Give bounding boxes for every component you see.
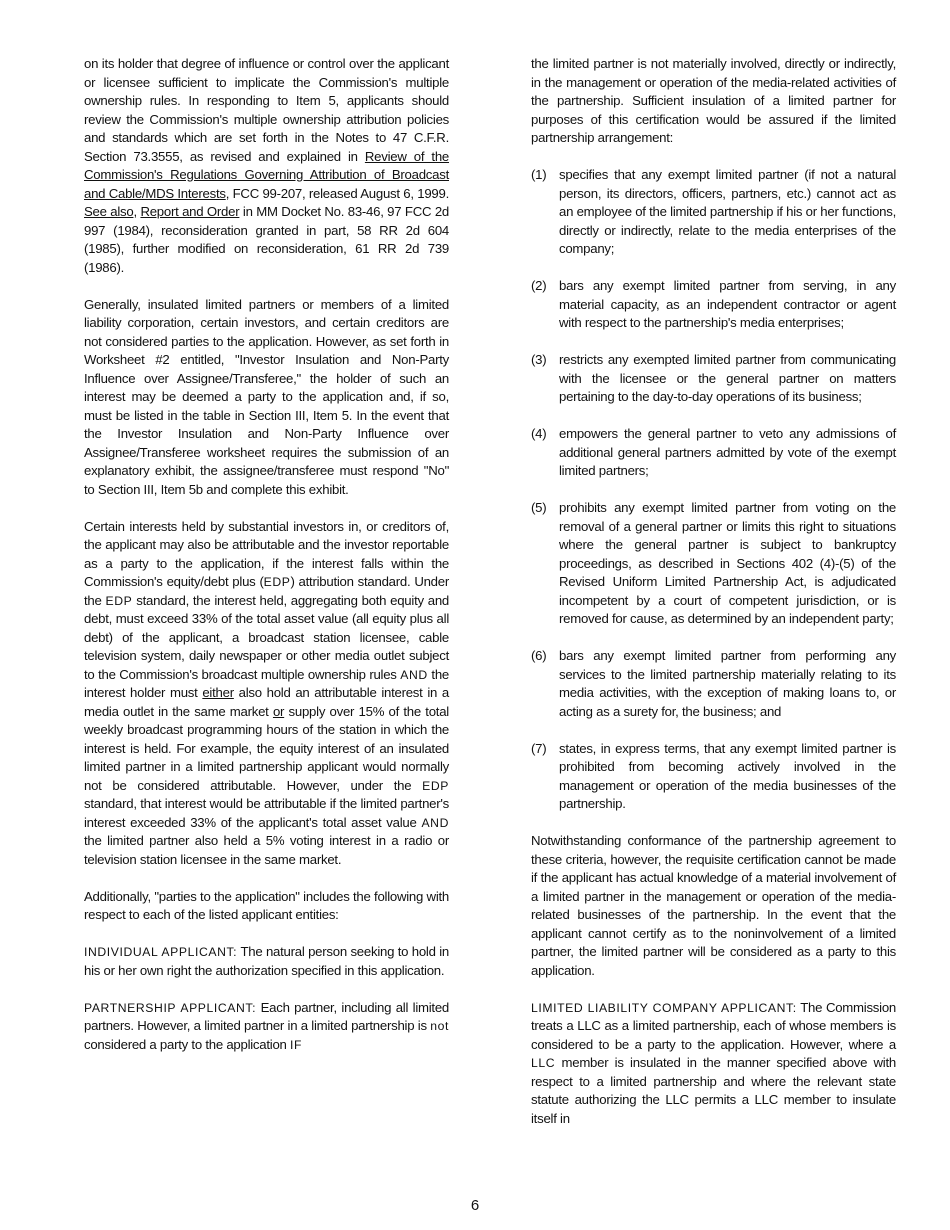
list-item: (7) states, in express terms, that any exempt limited partner is prohibited from becoming actively involved in the management or operation of the media businesses of the partnership. bbox=[531, 740, 896, 811]
citation-see-also: See also bbox=[84, 204, 134, 219]
left-paragraph-partnership-applicant: PARTNERSHIP APPLICANT: Each partner, including all limited partners. However, a limited partner in a limited partnership is not considered a party to the application IF bbox=[84, 999, 449, 1052]
left-paragraph-attribution-policies: on its holder that degree of influence or control over the applicant or licensee sufficient to implicate the Commission's multiple ownership rules. In responding to Item 5, applicants should review the Commission's multiple ownership attribution policies and standards which are set forth in the Notes to 47 C.F.R. Section 73.3555, as revised and explained in Review of the Commission's Regulations Governing Attribution of Broadcast and Cable/MDS Interests, FCC 99-207, released August 6, 1999. See also, Report and Order in MM Docket No. 83-46, 97 FCC 2d 997 (1984), reconsideration granted in part, 58 RR 2d 604 (1985), further modified on reconsideration, 61 RR 2d 739 (1986). bbox=[84, 56, 449, 275]
partnership-applicant-label: PARTNERSHIP APPLICANT: bbox=[84, 1000, 257, 1015]
right-column bbox=[531, 55, 896, 1147]
right-paragraph-llc-applicant: LIMITED LIABILITY COMPANY APPLICANT: The Commission treats a LLC as a limited partnership, each of whose members is considered to be a party to the application. However, where a LLC member is insulated in the manner specified above with respect to a limited partnership and where the relevant state statute authorizing the LLC permits a LLC member to insulate itself in bbox=[531, 999, 896, 1126]
list-item: (5) prohibits any exempt limited partner from voting on the removal of a general partner or limits this right to situations where the general partner is subject to bankruptcy proceedings, as described in Sections 402 (4)-(5) of the Revised Uniform Limited Partnership Act, is adjudicated incompetent by a court of competent jurisdiction, or is removed for cause, as determined by an independent party; bbox=[531, 500, 896, 626]
list-item: (2) bars any exempt limited partner from serving, in any material capacity, as an independent contractor or agent with respect to the partnership's media enterprises; bbox=[531, 278, 896, 330]
list-item: (1) specifies that any exempt limited partner (if not a natural person, its directors, officers, partners, etc.) cannot act as an employee of the limited partnership if his or her functions, directly or indirectly, relate to the media enterprises of the company; bbox=[531, 167, 896, 256]
left-paragraph-parties-intro: Additionally, "parties to the application" includes the following with respect to each of the listed applicant entities: bbox=[84, 888, 449, 922]
left-column bbox=[84, 55, 449, 1073]
page-number: 6 bbox=[470, 1197, 480, 1214]
left-paragraph-insulated-partners: Generally, insulated limited partners or members of a limited liability corporation, certain investors, and certain creditors are not considered parties to the application. However, as set forth in Worksheet #2 entitled, "Investor Insulation and Non-Party Influence over Assignee/Transferee," the holder of such an interest may be deemed a party to the application and, if so, must be listed in the table in Section III, Item 5. In the event that the Investor Insulation and Non-Party Influence over Assignee/Transferee worksheet requires the submission of an explanatory exhibit, the assignee/transferee must respond "No" to Section III, Item 5b and complete this exhibit. bbox=[84, 296, 449, 497]
right-paragraph-certification: Notwithstanding conformance of the partnership agreement to these criteria, however, the requisite certification cannot be made if the applicant has actual knowledge of a material involvement of a limited partner in the management or operation of the media-related businesses of the partnership. In the event that the applicant cannot certify as to the noninvolvement of a limited partner, the limited partner will be considered as a party to this application. bbox=[531, 833, 896, 978]
list-item: (3) restricts any exempted limited partner from communicating with the licensee or the general partner on matters pertaining to the day-to-day operations of its business; bbox=[531, 352, 896, 404]
list-item: (6) bars any exempt limited partner from performing any services to the limited partnership materially relating to its media activities, with the exception of making loans to, or acting as a surety for, the business; and bbox=[531, 648, 896, 719]
citation-report-and-order: Report and Order bbox=[140, 204, 240, 219]
right-paragraph-insulation-intro: the limited partner is not materially involved, directly or indirectly, in the management or operation of the media-related activities of the partnership. Sufficient insulation of a limited partner for purposes of this certification would be assured if the limited partnership arrangement: bbox=[531, 56, 896, 145]
llc-applicant-label: LIMITED LIABILITY COMPANY APPLICANT: bbox=[531, 1000, 797, 1015]
left-paragraph-individual-applicant: INDIVIDUAL APPLICANT: The natural person seeking to hold in his or her own right the authorization specified in this application. bbox=[84, 944, 449, 978]
list-item: (4) empowers the general partner to veto any admissions of additional general partners admitted by vote of the exempt limited partners; bbox=[531, 426, 896, 478]
left-paragraph-edp-standard: Certain interests held by substantial investors in, or creditors of, the applicant may also be attributable and the investor reportable as a party to the application, if the interest falls within the Commission's equity/debt plus (EDP) attribution standard. Under the EDP standard, the interest held, aggregating both equity and debt, must exceed 33% of the total asset value (all equity plus all debt) of the applicant, a broadcast station licensee, cable television system, daily newspaper or other media outlet subject to the Commission's broadcast multiple ownership rules AND the interest holder must either also hold an attributable interest in a media outlet in the same market or supply over 15% of the total weekly broadcast programming hours of the station in which the interest is held. For example, the equity interest of an insulated limited partner in a limited partnership applicant would normally not be considered attributable. However, under the EDP standard, that interest would be attributable if the limited partner's interest exceeded 33% of the applicant's total asset value AND the limited partner also held a 5% voting interest in a radio or television station licensee in the same market. bbox=[84, 518, 449, 867]
citation-attribution-review: Review of the Commission's Regulations Governing Attribution of Broadcast and Cable/MDS Interests bbox=[84, 148, 449, 201]
individual-applicant-label: INDIVIDUAL APPLICANT: bbox=[84, 945, 238, 959]
